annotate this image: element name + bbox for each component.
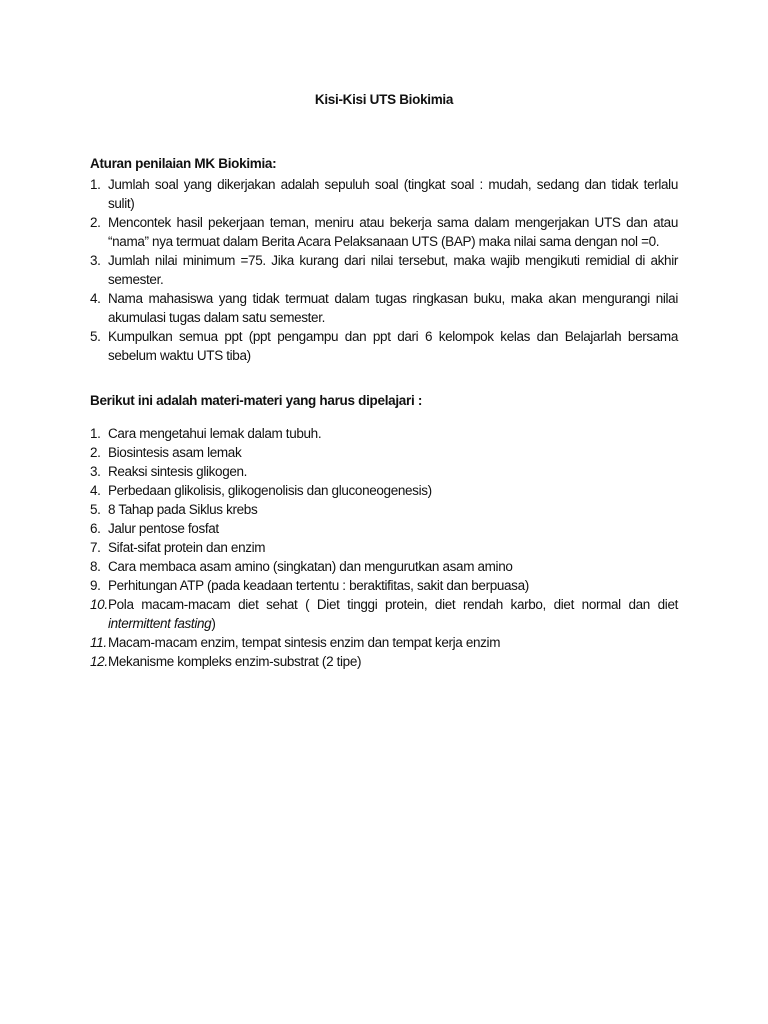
list-text-emphasis: intermittent fasting — [108, 616, 212, 631]
list-text: Perhitungan ATP (pada keadaan tertentu : beraktifitas, sakit dan berpuasa) — [108, 578, 529, 593]
list-number: 12. — [90, 654, 108, 669]
list-item — [90, 213, 678, 251]
list-text: Mencontek hasil pekerjaan teman, meniru atau bekerja sama dalam mengerjakan UTS dan atau “nama” nya termuat dalam Berita Acara Pelaksanaan UTS (BAP) maka nilai sama dengan nol =0. — [108, 215, 678, 249]
list-text: Pola macam-macam diet sehat ( Diet tinggi protein, diet rendah karbo, diet normal dan diet — [108, 597, 678, 612]
list-text: Mekanisme kompleks enzim-substrat (2 tipe) — [108, 654, 362, 669]
list-item — [90, 443, 678, 462]
document-title: Kisi-Kisi UTS Biokimia — [314, 92, 454, 107]
list-item — [90, 481, 678, 500]
list-item — [90, 175, 678, 213]
list-text: 8 Tahap pada Siklus krebs — [108, 502, 258, 517]
list-number: 5. — [90, 502, 101, 517]
list-number: 3. — [90, 253, 101, 268]
list-item — [90, 251, 678, 289]
materials-list — [90, 424, 678, 671]
list-item — [90, 633, 678, 652]
list-number: 2. — [90, 445, 101, 460]
list-text: Biosintesis asam lemak — [108, 445, 242, 460]
list-number: 11. — [90, 635, 107, 650]
list-item — [90, 576, 678, 595]
list-text: Sifat-sifat protein dan enzim — [108, 540, 266, 555]
list-text: Jumlah soal yang dikerjakan adalah sepuluh soal (tingkat soal : mudah, sedang dan tidak terlalu sulit) — [108, 177, 678, 211]
list-text: Macam-macam enzim, tempat sintesis enzim dan tempat kerja enzim — [108, 635, 501, 650]
list-item — [90, 652, 678, 671]
list-item — [90, 500, 678, 519]
list-number: 2. — [90, 215, 101, 230]
list-number: 1. — [90, 177, 101, 192]
list-text: Jalur pentose fosfat — [108, 521, 219, 536]
list-item — [90, 462, 678, 481]
list-text: Perbedaan glikolisis, glikogenolisis dan gluconeogenesis) — [108, 483, 432, 498]
list-number: 4. — [90, 291, 101, 306]
list-number: 1. — [90, 426, 101, 441]
list-item — [90, 538, 678, 557]
list-text: Cara mengetahui lemak dalam tubuh. — [108, 426, 322, 441]
list-text: Reaksi sintesis glikogen. — [108, 464, 248, 479]
list-text: Jumlah nilai minimum =75. Jika kurang dari nilai tersebut, maka wajib mengikuti remidial di akhir semester. — [108, 253, 678, 287]
rules-heading: Aturan penilaian MK Biokimia: — [90, 156, 277, 171]
list-text-tail: ) — [211, 616, 216, 631]
list-item — [90, 519, 678, 538]
list-number: 6. — [90, 521, 101, 536]
list-text: Nama mahasiswa yang tidak termuat dalam tugas ringkasan buku, maka akan mengurangi nilai akumulasi tugas dalam satu semester. — [108, 291, 678, 325]
list-item — [90, 424, 678, 443]
list-number: 8. — [90, 559, 101, 574]
list-item — [90, 595, 678, 633]
list-item — [90, 557, 678, 576]
list-number: 3. — [90, 464, 101, 479]
list-number: 7. — [90, 540, 101, 555]
materials-heading: Berikut ini adalah materi-materi yang harus dipelajari : — [90, 393, 423, 408]
list-number: 5. — [90, 329, 101, 344]
list-item — [90, 327, 678, 365]
list-number: 4. — [90, 483, 101, 498]
list-number: 10. — [90, 597, 108, 612]
list-item — [90, 289, 678, 327]
list-text: Cara membaca asam amino (singkatan) dan mengurutkan asam amino — [108, 559, 513, 574]
list-text: Kumpulkan semua ppt (ppt pengampu dan ppt dari 6 kelompok kelas dan Belajarlah bersama sebelum waktu UTS tiba) — [108, 329, 678, 363]
list-number: 9. — [90, 578, 101, 593]
rules-list — [90, 175, 678, 365]
